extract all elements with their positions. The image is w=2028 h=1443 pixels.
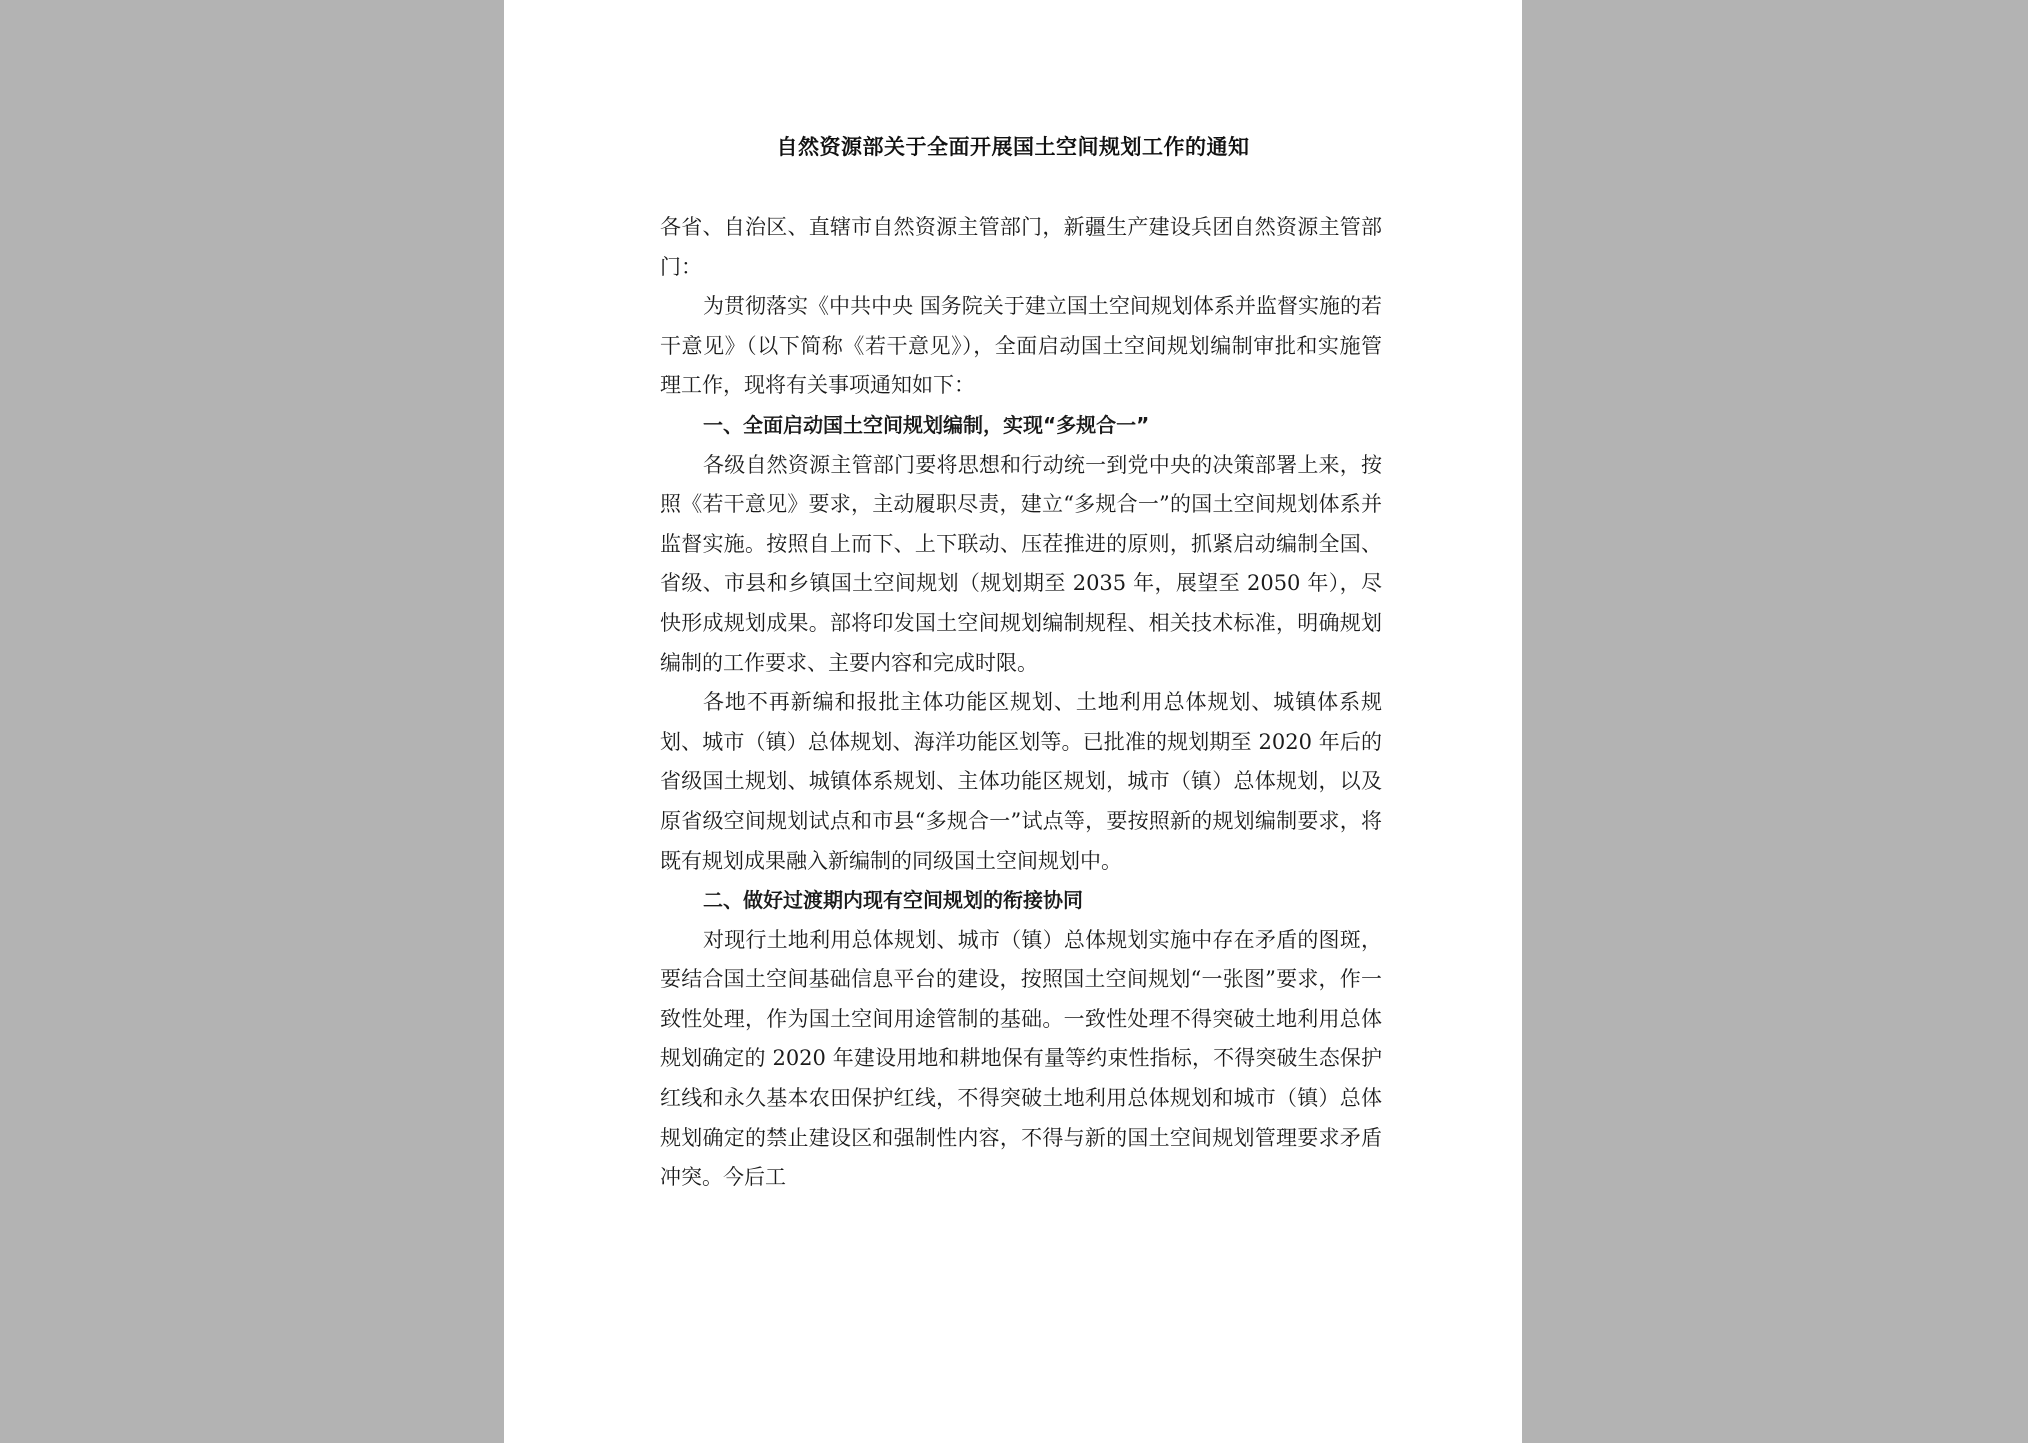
section-1-paragraph-1: 各级自然资源主管部门要将思想和行动统一到党中央的决策部署上来，按照《若干意见》要求，主动履职尽责，建立“多规合一”的国土空间规划体系并监督实施。按照自上而下、上下联动、压茬推进的原则，抓紧启动编制全国、省级、市县和乡镇国土空间规划（规划期至 2035 年，展望至 2050 年），尽快形成规划成果。部将印发国土空间规划编制规程、相关技术标准，明确规划编制的工作要求、主要内容和完成时限。 (660, 452, 1382, 675)
section-heading-2: 二、做好过渡期内现有空间规划的衔接协同 (703, 888, 1083, 913)
section-heading-1: 一、全面启动国土空间规划编制，实现“多规合一” (703, 412, 1150, 437)
salutation: 各省、自治区、直辖市自然资源主管部门，新疆生产建设兵团自然资源主管部门： (660, 215, 1382, 279)
intro-paragraph: 为贯彻落实《中共中央 国务院关于建立国土空间规划体系并监督实施的若干意见》（以下简称《若干意见》），全面启动国土空间规划编制审批和实施管理工作，现将有关事项通知如下： (660, 294, 1382, 398)
document-title: 自然资源部关于全面开展国土空间规划工作的通知 (776, 135, 1250, 159)
section-2-paragraph-1: 对现行土地利用总体规划、城市（镇）总体规划实施中存在矛盾的图斑，要结合国土空间基础信息平台的建设，按照国土空间规划“一张图”要求，作一致性处理，作为国土空间用途管制的基础。一致性处理不得突破土地利用总体规划确定的 2020 年建设用地和耕地保有量等约束性指标，不得突破生态保护红线和永久基本农田保护红线，不得突破土地利用总体规划和城市（镇）总体规划确定的禁止建设区和强制性内容，不得与新的国土空间规划管理要求矛盾冲突。今后工 (660, 927, 1382, 1190)
document-page (504, 0, 1522, 1443)
section-1-paragraph-2: 各地不再新编和报批主体功能区规划、土地利用总体规划、城镇体系规划、城市（镇）总体规划、海洋功能区划等。已批准的规划期至 2020 年后的省级国土规划、城镇体系规划、主体功能区规划，城市（镇）总体规划，以及原省级空间规划试点和市县“多规合一”试点等，要按照新的规划编制要求，将既有规划成果融入新编制的同级国土空间规划中。 (660, 690, 1382, 873)
document-body (660, 208, 1382, 1198)
